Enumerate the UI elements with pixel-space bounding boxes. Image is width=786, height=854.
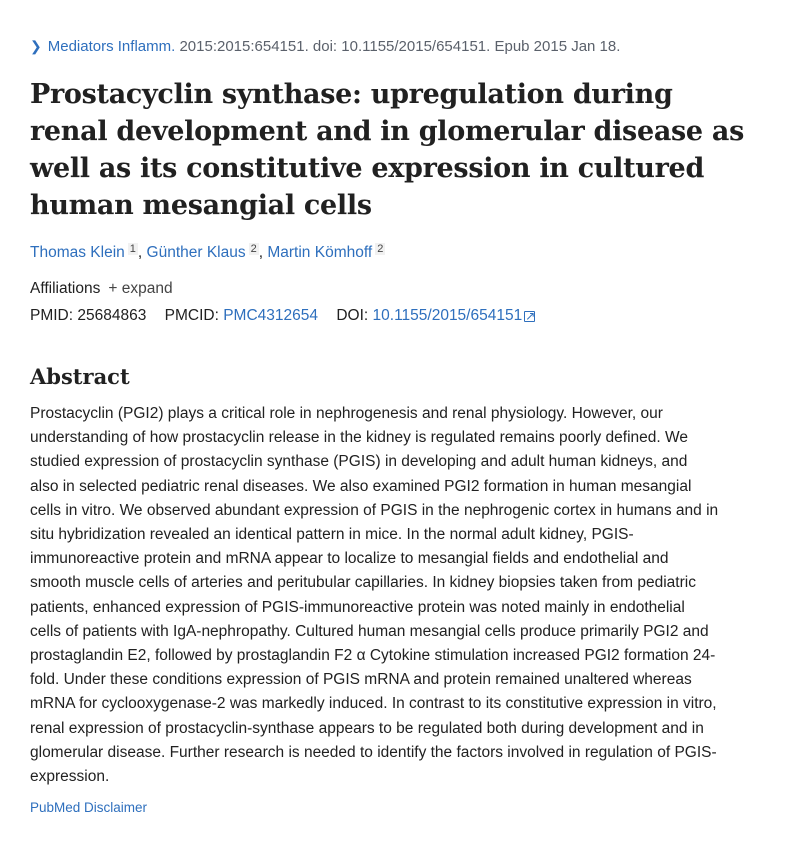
affiliation-marker[interactable]: 2 (250, 243, 257, 255)
plus-icon: + (108, 280, 122, 297)
pubmed-disclaimer-link[interactable]: PubMed Disclaimer (30, 800, 148, 815)
affiliation-marker[interactable]: 2 (377, 243, 384, 255)
pmcid-label: PMCID: (164, 307, 219, 324)
expand-button[interactable] (108, 280, 172, 297)
expand-label: expand (121, 280, 173, 297)
pmid-label: PMID: (30, 307, 74, 324)
affiliations-label: Affiliations (30, 280, 101, 297)
pmcid-link[interactable]: PMC4312654 (223, 307, 319, 324)
author-link[interactable]: Günther Klaus (146, 244, 246, 261)
author-link[interactable]: Martin Kömhoff (267, 244, 373, 261)
external-link-icon: ↗ (525, 309, 536, 323)
author-link[interactable]: Thomas Klein (30, 244, 125, 261)
doi-link[interactable] (373, 307, 536, 324)
citation (30, 38, 620, 55)
journal-link[interactable]: Mediators Inflamm. (47, 38, 176, 55)
chevron-right-icon[interactable]: ❯ (30, 38, 42, 54)
doi-value: 10.1155/2015/654151 (372, 307, 523, 324)
author-list: Thomas Klein $^1$ , Günther Klaus $^2$ , Martin Kömhoff $^2$ (30, 243, 384, 261)
abstract-text: Prostacyclin (PGI2) plays a critical role in nephrogenesis and renal physiology. However, our understanding of how prostacyclin release in the kidney is regulated remains poorly defined. We studied expression of prostacyclin synthase (PGIS) in developing and adult human kidneys, and also in selected pediatric renal diseases. We also examined PGI2 formation in human mesangial cells in vitro. We observed abundant expression of PGIS in the nephrogenic cortex in humans and in situ hybridization revealed an identical pattern in mice. In the normal adult kidney, PGIS-immunoreactive protein and mRNA appear to localize to mesangial fields and endothelial and smooth muscle cells of arteries and peritubular capillaries. In kidney biopsies taken from pediatric patients, enhanced expression of PGIS-immunoreactive protein was noted mainly in endothelial cells of patients with IgA-nephropathy. Cultured human mesangial cells produce primarily PGI2 and prostaglandin E2, followed by prostaglandin F2 α Cytokine stimulation increased PGI2 formation 24-fold. Under these conditions expression of PGIS mRNA and protein remained unaltered whereas mRNA for cyclooxygenase-2 was markedly induced. In contrast to its constitutive expression in vitro, renal expression of prostacyclin-synthase appears to be regulated both during development and in glomerular disease. Further research is needed to identify the factors involved in regulation of PGIS-expression. (30, 405, 719, 786)
abstract-heading: Abstract (30, 364, 130, 389)
pmid-value: 25684863 (77, 307, 147, 324)
affiliation-marker[interactable]: 1 (129, 243, 136, 255)
identifiers (30, 307, 535, 325)
citation-details: 2015:2015:654151. doi: 10.1155/2015/654151. Epub 2015 Jan 18. (179, 38, 621, 55)
article-title: Prostacyclin synthase: upregulation during renal development and in glomerular disease as well as its constitutive expression in cultured human mesangial cells (30, 79, 745, 221)
doi-label: DOI: (336, 307, 369, 324)
affiliations-toggle[interactable] (30, 280, 173, 298)
